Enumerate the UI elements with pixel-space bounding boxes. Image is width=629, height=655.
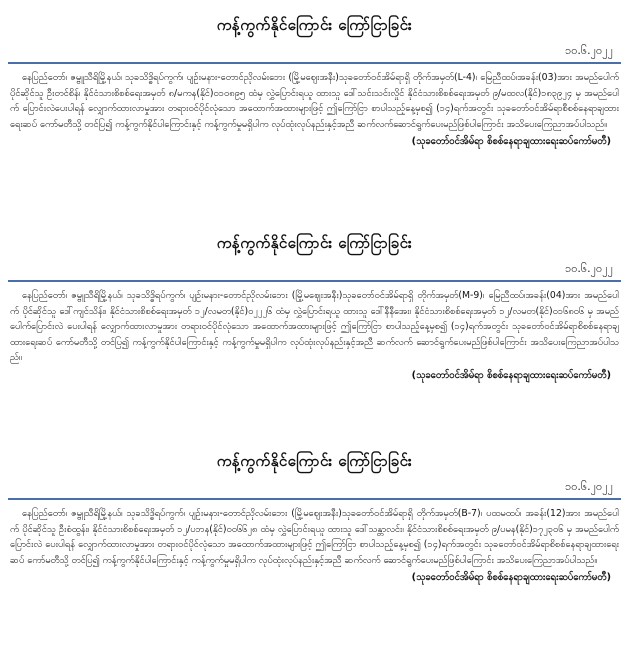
notice-date: ၁၀.၆.၂၀၂၂: [565, 480, 613, 493]
divider-line: [8, 498, 621, 500]
notice-3: [8, 436, 621, 654]
notice-signature: (သုခတော်ဝင်အိမ်ရာ စိစစ်နေရာချထားရေးဆပ်ကော်မတီ): [411, 369, 611, 381]
notice-1: [8, 0, 621, 218]
notice-signature: (သုခတော်ဝင်အိမ်ရာ စိစစ်နေရာချထားရေးဆပ်ကော်မတီ): [411, 572, 611, 584]
divider-line: [8, 280, 621, 282]
notice-title: ကန့်ကွက်နိုင်ကြောင်း ကြော်ငြာခြင်း: [216, 234, 413, 252]
notice-title: ကန့်ကွက်နိုင်ကြောင်း ကြော်ငြာခြင်း: [216, 16, 413, 34]
notice-body: နေပြည်တော်၊ ဇမ္ဗူသီရိမြို့နယ်၊ သုခသိဒ္ဓိရပ်ကွက်၊ ပျဉ်းမနား-တောင်ညိုလမ်းဘေး (မြို့မဈေးအနီး)သုခတော်ဝင်အိမ်ရာရှိ တိုက်အမှတ်(B-7)၊ ပထမထပ်၊ အခန်း(12)အား အမည်ပေါက် ပိုင်ဆိုင်သူ ဦးစံထွန်း၊ နိုင်ငံသားစိစစ်ရေးအမှတ် ၁၂/ပဘန(နိုင်)၀၀၆၆၂၈ ထံမှ လွှဲပြောင်းရယူ ထားသူ ဒေါ်သန္တာလင်း၊ နိုင်ငံသားစိစစ်ရေးအမှတ် ၉/ပမန(နိုင်)၁၇၂၃၀၆ မှ အမည်ပေါက်ပြောင်းလဲ ပေးပါရန် လျှောက်ထားလာမှုအား တရားဝင်ပိုင်လုံသော အထောက်အထားများဖြင့် ဤကြော်ငြာ စာပါသည့်နေ့မှစ၍ (၁၄)ရက်အတွင်း သုခတော်ဝင်အိမ်ရာစိစစ်နေရာချထားရေးဆပ် ကော်မတီသို့ တင်ပြ၍ ကန့်ကွက်နိုင်ပါကြောင်းနှင့် ကန့်ကွက်မှုမရှိပါက လုပ်ထုံးလုပ်နည်းနှင့်အညီ ဆက်လက် ဆောင်ရွက်ပေးမည်ဖြစ်ပါကြောင်း အသိပေးကြေညာအပ်ပါသည်။: [10, 508, 619, 566]
notice-date: ၁၀.၆.၂၀၂၂: [565, 262, 613, 275]
notice-signature: (သုခတော်ဝင်အိမ်ရာ စိစစ်နေရာချထားရေးဆပ်ကော်မတီ): [411, 136, 611, 148]
notice-body: နေပြည်တော်၊ ဇမ္ဗူသီရိမြို့နယ်၊ သုခသိဒ္ဓိရပ်ကွက်၊ ပျဉ်းမနား-တောင်ညိုလမ်းဘေး (မြို့မဈေးအနီး)သုခတော်ဝင်အိမ်ရာရှိ တိုက်အမှတ်(L-4)၊ မြေညီထပ်၊အခန်း(03)အား အမည်ပေါက် ပိုင်ဆိုင်သူ ဦးတင်စိန်၊ နိုင်ငံသားစိစစ်ရေးအမှတ် ၈/မကန(နိုင်)၀၁၀၈၉၅ ထံမှ လွှဲပြောင်းရယူ ထားသူ ဒေါ်သင်းသင်းလှိုင် နိုင်ငံသားစိစစ်ရေးအမှတ် ၉/မထလ(နိုင်)၁၈၃၉၂၄ မှ အမည်ပေါက် ပြောင်းလဲပေးပါရန် လျှောက်ထားလာမှုအား တရားဝင်ပိုင်လုံသော အထောက်အထားများဖြင့် ဤကြော်ငြာ စာပါသည့်နေ့မှစ၍ (၁၄)ရက်အတွင်း သုခတော်ဝင်အိမ်ရာစီစစ်နေရာချထားရေးဆပ် ကော်မတီသို့ တင်ပြ၍ ကန့်ကွက်နိုင်ပါကြောင်းနှင့် ကန့်ကွက်မှုမရှိပါက လုပ်ထုံးလုပ်နည်းနှင့်အညီ ဆက်လက်ဆောင်ရွက်ပေးမည်ဖြစ်ပါကြောင်း အသိပေးကြေညာအပ်ပါသည်။: [10, 72, 619, 130]
divider-line: [8, 62, 621, 64]
notice-title: ကန့်ကွက်နိုင်ကြောင်း ကြော်ငြာခြင်း: [216, 452, 413, 470]
notice-body: နေပြည်တော်၊ ဇမ္ဗူသီရိမြို့နယ်၊ သုခသိဒ္ဓိရပ်ကွက်၊ ပျဉ်းမနား-တောင်ညိုလမ်းဘေး (မြို့မဈေးအနီး)သုခတော်ဝင်အိမ်ရာရှိ တိုက်အမှတ်(M-9)၊ မြေညီထပ်၊အခန်း(04)အား အမည်ပေါက် ပိုင်ဆိုင်သူ ဒေါ်ကျင်သိန်း၊ နိုင်ငံသားစိစစ်ရေးအမှတ် ၁၂/လမတ(နိုင်)၀၂၂၂၆ ထံမှ လွှဲပြောင်းရယူ ထားသူ ဒေါ်နီနီအေး၊ နိုင်ငံသားစိစစ်ရေးအမှတ် ၁၂/လမတ(နိုင်)၀၁၆၈၀၆ မှ အမည်ပေါက်ပြောင်းလဲ ပေးပါရန် လျှောက်ထားလာမှုအား တရားဝင်ပိုင်လုံသော အထောက်အထားများဖြင့် ဤကြော်ငြာ စာပါသည့်နေ့မှစ၍ (၁၄)ရက်အတွင်း သုခတော်ဝင်အိမ်ရာစိစစ်နေရာချထားရေးဆပ် ကော်မတီသို့ တင်ပြ၍ ကန့်ကွက်နိုင်ပါကြောင်းနှင့် ကန့်ကွက်မှုမရှိပါက လုပ်ထုံးလုပ်နည်းနှင့်အညီ ဆက်လက် ဆောင်ရွက်ပေးမည်ဖြစ်ပါကြောင်း အသိပေးကြေညာအပ်ပါသည်။: [10, 290, 619, 364]
notice-2: [8, 218, 621, 436]
notice-date: ၁၀.၆.၂၀၂၂: [565, 44, 613, 57]
